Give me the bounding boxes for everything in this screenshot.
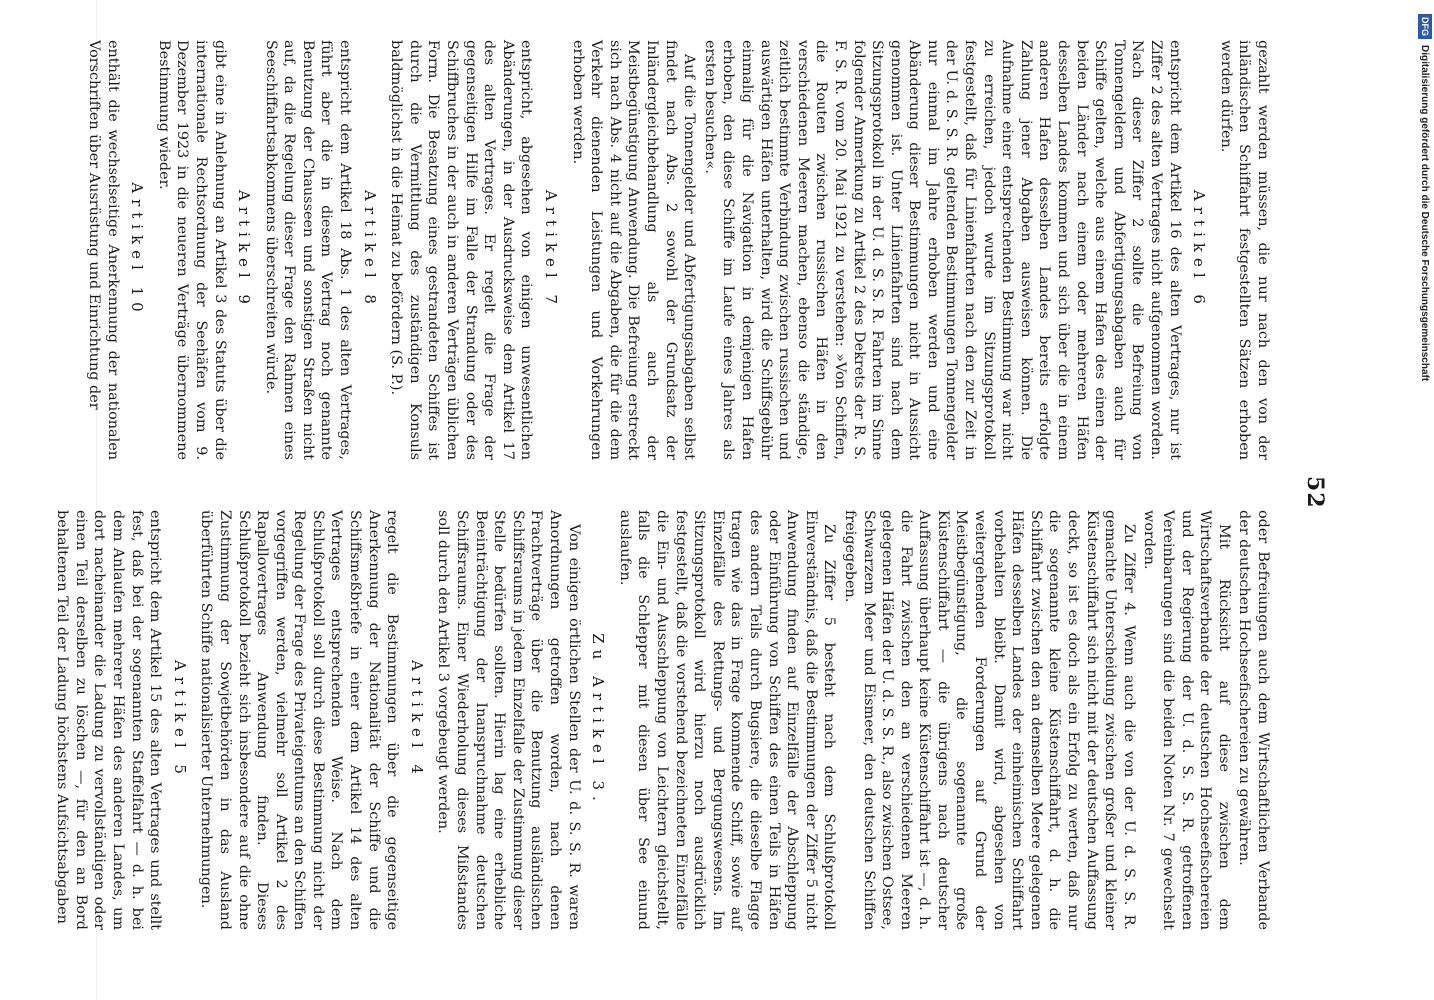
paragraph: gibt eine in Anlehnung an Artikel 3 des Statuts über die internationale Rechtsordnung der Seehäfen vom 9. Dezember 1923 in die neueren Verträge übernommene Bestimmung wieder. [155, 40, 228, 460]
paragraph: enthält die wechselseitige Anerkennung der nationalen Vorschriften über Ausrüstung und Einrichtung der [85, 40, 121, 460]
section-heading-artikel-6: Artikel 6 [1190, 190, 1209, 310]
text-column-right [85, 40, 1272, 460]
paragraph: Von einigen örtlichen Stellen der U. d. S. S. R. waren Anordnungen getroffen worden, nach denen Frachtverträge über die Benutzung ausländischen Schiffsraums in jedem Einzelfalle der Zustimmung dieser Stelle bedürfen sollten. Hierin lag eine erhebliche Beeinträchtigung der Inanspruchnahme deutschen Schiffsraums. Einer Wiederholung dieses Mißstandes soll durch den Artikel 3 vorgebeugt werden. [435, 510, 582, 930]
page-number: 52 [1302, 476, 1328, 509]
paragraph: oder Befreiungen auch dem Wirtschaftlichen Verbande der deutschen Hochseefischereien zu gewähren. [1236, 510, 1271, 930]
page-header [1292, 40, 1332, 960]
paragraph: Auf die Tonnengelder und Abfertigungsabgaben selbst findet nach Abs. 2 sowohl der Grundsatz der Inländergleichbehandlung als auch der Meistbegünstigung Anwendung. Die Befreiung erstreckt sich nach Abs. 4 nicht auf die Abgaben, die für die dem Verkehr dienenden Leistungen und Vorkehrungen erhoben werden. [569, 40, 698, 460]
paragraph: entspricht dem Artikel 16 des alten Vertrages, nur ist Ziffer 2 des alten Vertrages nicht aufgenommen worden. Nach dieser Ziffer 2 sollte die Befreiung von Tonnengeldern und Abfertigungsabgaben auch für Schiffe gelten, welche aus einem Hafen des einen der beiden Länder nach einem oder mehreren Häfen desselben Landes kommen und sich über die in einem anderen Hafen desselben Landes bereits erfolgte Zahlung jener Abgaben ausweisen können. Die Aufnahme einer entsprechenden Bestimmung war nicht zu erreichen, jedoch wurde im Sitzungsprotokoll festgestellt, daß für Linienfahrten nach den zur Zeit in der U. d. S. S. R. geltenden Bestimmungen Tonnengelder nur einmal im Jahre erhoben werden und eine Abänderung dieser Bestimmungen nicht in Aussicht genommen ist. Unter Linienfahrten sind nach dem Sitzungsprotokoll in der U. d. S. S. R. Fahrten im Sinne folgender Anmerkung zu Artikel 2 des Dekrets der R. S. F. S. R. vom 20. Mai 1921 zu verstehen: »Von Schiffen, die Routen zwischen russischen Häfen in den verschiedenen Meeren machen, ebenso die ständige, zeitlich bestimmte Verbindung zwischen russischen und auswärtigen Häfen unterhalten, wird die Schiffsgebühr einmalig für die Navigation in demjenigen Hafen erhoben, den diese Schiffe im Laufe eines Jahres als ersten besuchen«. [701, 40, 1183, 460]
paragraph: entspricht, abgesehen von einigen unwesentlichen Abänderungen, in der Ausdrucksweise dem Artikel 17 des alten Vertrages. Er regelt die Frage der gegenseitigen Hilfe im Falle der Strandung oder des Schiffbruches in der auch in anderen Verträgen üblichen Form. Die Besatzung eines gestrandeten Schiffes ist durch die Vermittlung des zuständigen Konsuls baldmöglichst in die Heimat zu befördern (S. P.). [388, 40, 535, 460]
dfg-badge: DFG [1418, 14, 1432, 39]
paragraph: gezahlt werden müssen, die nur nach den von der inländischen Schiffahrt festgestellten Sätzen erhoben werden dürfen. [1217, 40, 1271, 460]
section-heading-artikel-5: Artikel 5 [170, 660, 189, 780]
text-column-left [54, 510, 1272, 930]
paragraph: entspricht dem Artikel 15 des alten Vertrages und stellt fest, daß bei der sogenannten Staffelfahrt — d. h. bei dem Anlaufen mehrerer Häfen des anderen Landes, um dort nacheinander die Ladung zu vervollständigen oder einen Teil derselben zu löschen —, für den an Bord behaltenen Teil der Ladung höchstens Aufsichtsabgaben [54, 510, 164, 930]
section-heading-artikel-10: Artikel 10 [128, 182, 147, 318]
section-heading-artikel-8: Artikel 8 [360, 190, 379, 310]
credit-line: Digitalisierung gefördert durch die Deutsche Forschungsgemeinschaft [1419, 45, 1430, 382]
section-heading-zu-artikel-3: Zu Artikel 3. [589, 633, 608, 807]
section-heading-artikel-7: Artikel 7 [542, 190, 561, 310]
section-heading-artikel-9: Artikel 9 [235, 190, 254, 310]
digitization-credit-text [1418, 14, 1432, 986]
paragraph: entspricht dem Artikel 18 Abs. 1 des alten Vertrages, führt aber die in diesem Vertrag noch genannte Benutzung der Chausseen und sonstigen Straßen nicht auf, da die Regelung dieser Frage den Rahmen eines Seeschiffahrtsabkommens überschreiten würde. [262, 40, 354, 460]
paragraph: Zu Ziffer 5 besteht nach dem Schlußprotokoll Einverständnis, daß die Bestimmungen der Ziffer 5 nicht Anwendung finden auf Einzelfälle der Abschleppung oder Einführung von Schiffen des einen Teils in Häfen des andern Teils durch Bugsiere, die dieselbe Flagge tragen wie das in Frage kommende Schiff, sowie auf Einzelfälle des Rettungs- und Bergungswesens. Im Sitzungsprotokoll wird hierzu noch ausdrücklich festgestellt, daß die vorstehend bezeichneten Einzelfälle die Ein- und Ausschleppung von Leichtern gleichstellt, falls die Schlepper mit diesen über See einund auslaufen. [616, 510, 838, 930]
paragraph: regelt die Bestimmungen über die gegenseitige Anerkennung der Nationalität der Schiffe und die Schiffsmeßbriefe in einer dem Artikel 14 des alten Vertrages entsprechenden Weise. Nach dem Schlußprotokoll soll durch diese Bestimmung nicht der Regelung der Frage des Privateigentums an den Schiffen vorgegriffen werden, vielmehr soll Artikel 2 des Rapallovertrages Anwendung finden. Dieses Schlußprotokoll bezieht sich insbesondere auf die ohne Zustimmung der Sowjetbehörden in das Ausland überführten Schiffe nationalisierter Unternehmungen. [198, 510, 401, 930]
rotated-document-page [54, 40, 1332, 960]
paragraph: Zu Ziffer 4. Wenn auch die von der U. d. S. S. R. gemachte Unterscheidung zwischen großer und kleiner Küstenschiffahrt sich nicht mit der deutschen Auffassung deckt, so ist es doch als ein Erfolg zu werten, daß nur die sogenannte kleine Küstenschiffahrt, d. h. die Schiffahrt zwischen den an demselben Meere gelegenen Häfen desselben Landes der einheimischen Schiffahrt vorbehalten bleibt. Damit wird, abgesehen von weitergehenden Forderungen auf Grund der Meistbegünstigung, die sogenannte große Küstenschiffahrt — die übrigens nach deutscher Auffassung überhaupt keine Küstenschiffahrt ist —, d. h. die Fahrt zwischen den an verschiedenen Meeren gelegenen Häfen der U. d. S. S. R., also zwischen Ostsee, Schwarzem Meer und Eismeer, den deutschen Schiffen freigegeben. [841, 510, 1137, 930]
section-heading-artikel-4: Artikel 4 [407, 660, 426, 780]
digitization-credit [1418, 14, 1432, 986]
paragraph: Mit Rücksicht auf diese zwischen dem Wirtschaftsverbande der deutschen Hochseefischereien und der Regierung der U. d. S. S. R. getroffenen Vereinbarungen sind die beiden Noten Nr. 7 gewechselt worden. [1141, 510, 1232, 930]
